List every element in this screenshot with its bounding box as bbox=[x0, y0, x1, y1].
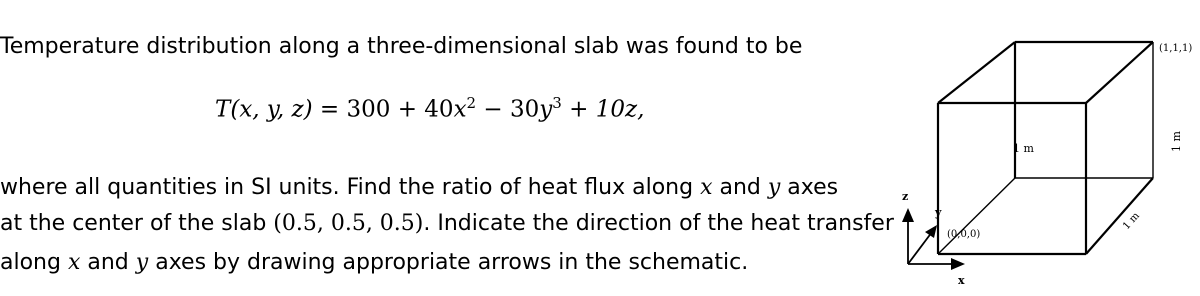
cube bbox=[938, 42, 1153, 254]
line4-b: . Indicate the direction of the heat transfer bbox=[423, 211, 894, 236]
axis-label-y: y bbox=[935, 206, 942, 219]
line4-a: at the center of the slab bbox=[0, 211, 274, 236]
slab-schematic bbox=[875, 0, 1200, 296]
eq-plus-2: + bbox=[569, 96, 589, 123]
x-axis-arrowhead bbox=[951, 258, 965, 270]
intro-line: Temperature distribution along a three-dimensional slab was found to be bbox=[0, 34, 803, 59]
corner-label-origin: (0,0,0) bbox=[947, 229, 981, 240]
y-axis-arrowhead bbox=[925, 225, 937, 238]
question-line-3 bbox=[0, 249, 748, 277]
eq-lhs: T(x, y, z) bbox=[215, 96, 313, 123]
edge-label-right: 1 m bbox=[1170, 131, 1183, 152]
eq-pow-y: 3 bbox=[552, 94, 562, 112]
eq-equals: = bbox=[319, 96, 340, 123]
edge-label-back: 1 m bbox=[1013, 142, 1034, 155]
line5-c: axes by drawing appropriate arrows in the schematic. bbox=[148, 250, 749, 275]
line3-var-y: y bbox=[767, 175, 781, 200]
corner-label-top: (1,1,1) bbox=[1159, 43, 1193, 54]
axes-triad bbox=[908, 218, 955, 264]
y-axis-line bbox=[908, 232, 932, 264]
eq-plus-1: + bbox=[397, 96, 417, 123]
line5-b: and bbox=[80, 250, 136, 275]
depth-edge-bottom-left bbox=[938, 178, 1015, 254]
eq-coef-y: 30 bbox=[510, 96, 540, 123]
depth-edge-bottom-right bbox=[1086, 178, 1153, 254]
edge-label-depth: 1 m bbox=[1121, 210, 1142, 233]
axis-label-x: x bbox=[958, 274, 965, 287]
line5-var-x: x bbox=[67, 250, 81, 275]
line3-b: and bbox=[712, 175, 768, 200]
eq-pow-x: 2 bbox=[466, 94, 477, 112]
question-line-2 bbox=[0, 210, 894, 238]
center-point: (0.5, 0.5, 0.5) bbox=[273, 211, 424, 236]
axis-label-z: z bbox=[902, 190, 909, 203]
line3-c: axes bbox=[780, 175, 839, 200]
depth-edge-top-right bbox=[1086, 42, 1153, 103]
temperature-equation bbox=[215, 94, 644, 123]
line3-var-x: x bbox=[700, 175, 713, 200]
eq-term-z: 10z, bbox=[595, 96, 645, 123]
line5-a: along bbox=[0, 250, 68, 275]
intro-text bbox=[0, 33, 802, 61]
eq-coef-x: 40 bbox=[424, 96, 454, 123]
eq-var-y: y bbox=[539, 96, 553, 123]
question-line-1 bbox=[0, 174, 838, 202]
line5-var-y: y bbox=[135, 250, 149, 275]
eq-var-x: x bbox=[453, 96, 467, 123]
z-axis-arrowhead bbox=[902, 208, 914, 222]
eq-const: 300 bbox=[346, 96, 391, 123]
line3-a: where all quantities in SI units. Find the ratio of heat flux along bbox=[0, 175, 701, 200]
depth-edge-top-left bbox=[938, 42, 1015, 103]
eq-minus: − bbox=[483, 96, 503, 123]
